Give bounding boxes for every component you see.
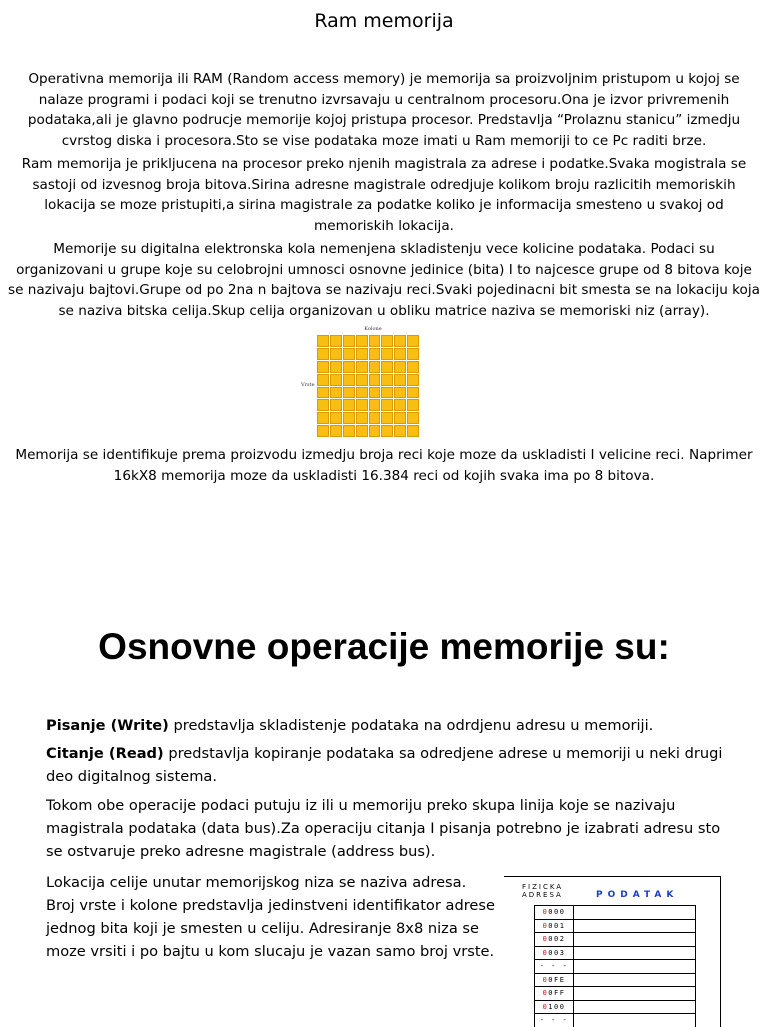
data-cell — [574, 947, 696, 960]
memory-cell — [394, 387, 406, 399]
address-row — [534, 905, 696, 919]
physical-address-header-line-1: FIZICKA — [522, 883, 564, 891]
memory-cell — [317, 335, 329, 347]
read-operation-text — [46, 742, 736, 788]
address-value: 100 — [548, 1002, 566, 1011]
memory-cell — [394, 412, 406, 424]
memory-cell — [381, 412, 393, 424]
memory-cell — [381, 399, 393, 411]
read-term: Citanje (Read) — [46, 745, 164, 762]
address-row — [534, 946, 696, 960]
address-row — [534, 1013, 696, 1027]
address-value: 001 — [548, 921, 566, 930]
memory-cell — [356, 399, 368, 411]
data-cell — [574, 1014, 696, 1027]
memory-cell — [330, 399, 342, 411]
paragraph-ram-buses: Ram memorija je prikljucena na procesor preko njenih magistrala za adrese i podatke.Svaka mogistrala se sastoji od izvesnog broja bitova.Sirina adresne magistrale odredjuje kolikom broju razlicitih memoriskih lokacija se moze pristupiti,a sirina magistrale za podatke koliko je informacija smesteno u svakoj od memoriskih lokacija. — [21, 156, 747, 234]
address-cell — [534, 933, 574, 946]
memory-cell — [381, 374, 393, 386]
data-cell — [574, 906, 696, 919]
memory-cell — [407, 412, 419, 424]
address-row — [534, 1000, 696, 1014]
memory-cell — [356, 361, 368, 373]
location-description-text: Lokacija celije unutar memorijskog niza se naziva adresa. Broj vrste i kolone predstavlja jedinstveni identifikator adrese jednog bita koji je smesten u celiju. Adresiranje 8x8 niza se moze vrsiti i po bajtu u kom slucaju je vazan samo broj vrste. — [46, 874, 495, 960]
data-cell — [574, 987, 696, 1000]
matrix-rows-label: Vrste — [301, 382, 315, 388]
memory-cell — [407, 387, 419, 399]
address-row — [534, 986, 696, 1000]
matrix-columns-label: Kolone — [364, 326, 382, 332]
memory-cell — [317, 374, 329, 386]
memory-cell — [356, 425, 368, 437]
memory-cell — [381, 335, 393, 347]
memory-cell — [317, 399, 329, 411]
memory-cell — [369, 387, 381, 399]
paragraph-memory-identification: Memorija se identifikuje prema proizvodu izmedju broja reci koje moze da uskladisti I velicine reci. Naprimer 16kX8 memorija moze da uskladisti 16.384 reci od kojih svaka ima po 8 bitova. — [15, 447, 753, 484]
memory-cell — [356, 374, 368, 386]
memory-cell-grid — [317, 335, 419, 437]
address-prefix: 0 — [542, 975, 549, 984]
memory-cell — [343, 399, 355, 411]
data-header: PODATAK — [596, 890, 679, 900]
address-cell — [534, 906, 574, 919]
memory-cell — [356, 412, 368, 424]
memory-cell — [330, 348, 342, 360]
memory-cell — [330, 374, 342, 386]
memory-cell — [381, 387, 393, 399]
address-cell — [534, 974, 574, 987]
address-prefix: 0 — [542, 1002, 549, 1011]
memory-cell — [394, 335, 406, 347]
memory-cell — [343, 361, 355, 373]
section-heading: Osnovne operacije memorije su: — [98, 626, 670, 667]
memory-cell — [317, 425, 329, 437]
memory-cell — [317, 348, 329, 360]
memory-cell — [343, 387, 355, 399]
address-value: 0FF — [548, 989, 566, 997]
address-rows — [534, 905, 696, 1027]
memory-cell — [343, 335, 355, 347]
write-operation-text — [46, 714, 736, 737]
paragraph-ram-definition: Operativna memorija ili RAM (Random access memory) je memorija sa proizvoljnim pristupom u kojoj se nalaze programi i podaci koji se trenutno izvrsavaju u centralnom procesoru.Ona je izvor privremenih podataka,ali je glavno podrucje memorije kojoj pristupa procesor. Predstavlja “Prolaznu stanicu” izmedju cvrstog diska i procesora.Sto se vise podataka moze imati u Ram memoriji to ce Pc raditi brze. — [27, 71, 741, 149]
data-cell — [574, 1001, 696, 1014]
memory-cell — [369, 348, 381, 360]
memory-cell — [343, 374, 355, 386]
memory-cell — [407, 425, 419, 437]
memory-cell — [369, 374, 381, 386]
memory-cell — [369, 335, 381, 347]
address-cell — [534, 960, 574, 973]
address-table-figure — [504, 876, 721, 1027]
address-value: 000 — [548, 908, 566, 916]
memory-cell — [394, 361, 406, 373]
memory-cell — [369, 361, 381, 373]
data-cell — [574, 960, 696, 973]
memory-cell — [343, 348, 355, 360]
address-row — [534, 919, 696, 933]
address-row — [534, 959, 696, 973]
address-value: 003 — [548, 948, 566, 957]
memory-cell — [343, 412, 355, 424]
read-description: predstavlja kopiranje podataka sa odredjene adrese u memoriji u neki drugi deo digitalnog sistema. — [46, 745, 723, 785]
memory-cell — [369, 399, 381, 411]
paragraph-memory-organization: Memorije su digitalna elektronska kola nemenjena skladistenju vece kolicine podataka. Podaci su organizovani u grupe koje su celobrojni umnosci osnovne jedinice (bita) I to najcesce grupe od 8 bitova koje se nazivaju bajtovi.Grupe od po 2na n bajtova se nazivaju reci.Svaki pojedinacni bit smesta se na lokaciju koja se naziva bitska celija.Skup celija organizovan u obliku matrice naziva se memoriski niz (array). — [8, 241, 760, 319]
address-cell — [534, 1014, 574, 1027]
memory-cell — [330, 361, 342, 373]
page-title: Ram memorija — [314, 10, 454, 32]
address-value: 0FE — [548, 975, 566, 984]
address-value: - - - — [539, 1016, 569, 1024]
address-cell — [534, 1001, 574, 1014]
address-row — [534, 973, 696, 987]
data-cell — [574, 933, 696, 946]
address-value: - - - — [539, 962, 569, 970]
memory-cell — [407, 348, 419, 360]
write-term: Pisanje (Write) — [46, 717, 169, 734]
address-row — [534, 932, 696, 946]
memory-cell — [343, 425, 355, 437]
address-prefix: 0 — [542, 948, 549, 957]
memory-cell — [407, 374, 419, 386]
data-cell — [574, 974, 696, 987]
memory-cell — [407, 361, 419, 373]
memory-cell — [394, 399, 406, 411]
address-prefix: 0 — [542, 921, 549, 930]
data-cell — [574, 920, 696, 933]
physical-address-header — [522, 883, 563, 899]
memory-cell — [381, 348, 393, 360]
memory-cell — [317, 361, 329, 373]
address-value: 002 — [548, 935, 566, 943]
memory-cell — [330, 425, 342, 437]
memory-cell — [369, 425, 381, 437]
memory-cell — [369, 412, 381, 424]
memory-cell — [394, 425, 406, 437]
memory-cell — [317, 387, 329, 399]
memory-array-figure — [298, 326, 428, 436]
address-prefix: 0 — [542, 989, 549, 997]
memory-cell — [394, 348, 406, 360]
address-prefix: 0 — [542, 935, 549, 943]
memory-cell — [407, 399, 419, 411]
memory-cell — [381, 425, 393, 437]
memory-cell — [330, 387, 342, 399]
memory-cell — [381, 361, 393, 373]
memory-cell — [407, 335, 419, 347]
memory-cell — [394, 374, 406, 386]
bus-description-text: Tokom obe operacije podaci putuju iz ili u memoriju preko skupa linija koje se nazivaju magistrala podataka (data bus).Za operaciju citanja I pisanja potrebno je izabrati adresu sto se ostvaruje preko adresne magistrale (address bus). — [46, 797, 721, 860]
address-cell — [534, 987, 574, 1000]
address-cell — [534, 947, 574, 960]
memory-cell — [317, 412, 329, 424]
memory-cell — [356, 348, 368, 360]
memory-cell — [330, 335, 342, 347]
address-prefix: 0 — [542, 908, 549, 916]
memory-cell — [330, 412, 342, 424]
memory-cell — [356, 335, 368, 347]
physical-address-header-line-2: ADRESA — [522, 891, 563, 899]
memory-cell — [356, 387, 368, 399]
write-description: predstavlja skladistenje podataka na odrdjenu adresu u memoriji. — [168, 717, 654, 734]
address-cell — [534, 920, 574, 933]
